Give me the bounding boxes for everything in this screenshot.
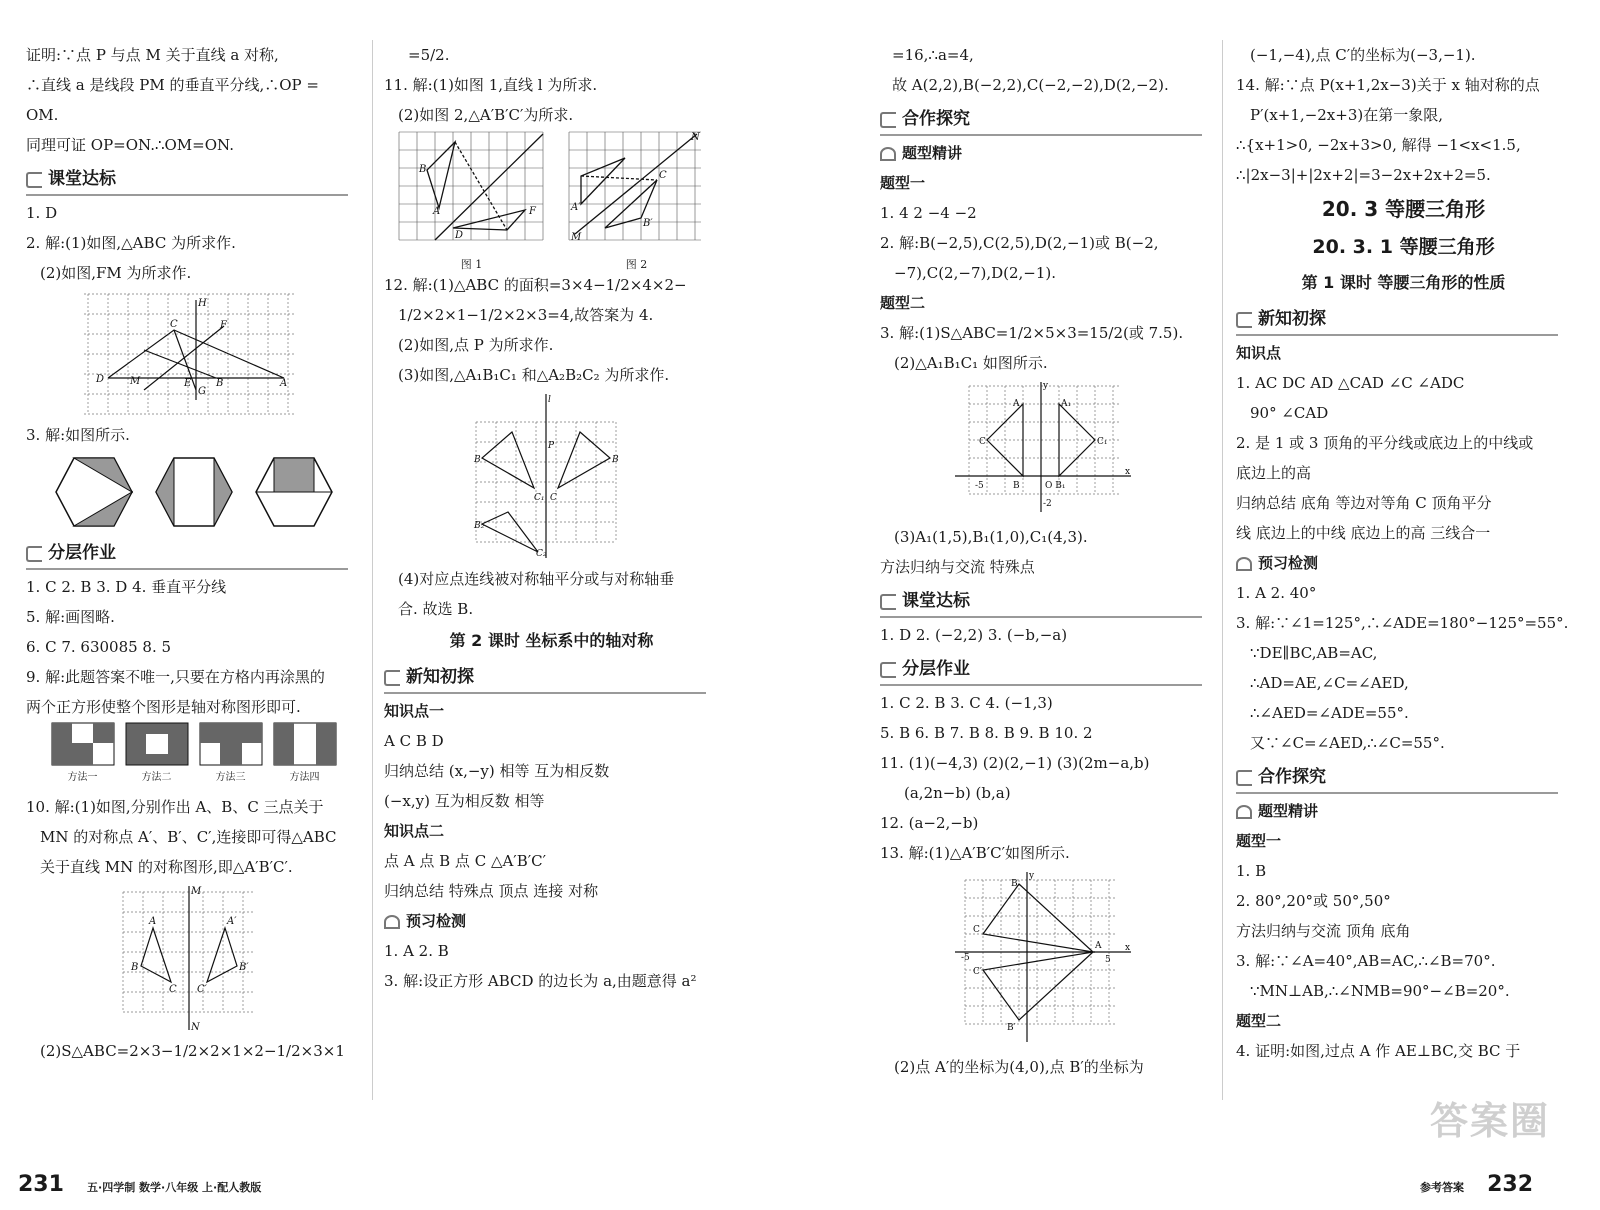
svg-text:l: l [547, 395, 551, 405]
text-line: 1. D [26, 204, 58, 222]
text-line: 证明:∵点 P 与点 M 关于直线 a 对称, [26, 46, 279, 64]
text-line: 14. 解:∵点 P(x+1,2x−3)关于 x 轴对称的点 [1236, 76, 1540, 94]
page-number: 231 [18, 1172, 64, 1197]
svg-text:A₁: A₁ [1061, 399, 1072, 409]
svg-text:B₂: B₂ [473, 521, 484, 531]
svg-text:F: F [528, 206, 536, 217]
svg-text:C: C [169, 319, 178, 330]
text-line: (4)对应点连线被对称轴平分或与对称轴垂 [398, 570, 675, 588]
text-line: 1. D 2. (−2,2) 3. (−b,−a) [880, 626, 1068, 644]
book-icon [26, 172, 42, 188]
figure-coordinate-a1b1c1 [955, 380, 1135, 520]
section-heading: 新知初探 [1236, 304, 1558, 336]
section-title: 20. 3. 1 等腰三角形 [1312, 236, 1495, 258]
svg-text:C: C [973, 925, 980, 935]
text-line: ∴AD=AE,∠C=∠AED, [1250, 674, 1409, 692]
text-line: 1/2×2×1−1/2×2×3=4,故答案为 4. [398, 306, 654, 324]
fangfa-option: 方法四 [273, 722, 337, 792]
text-line: (−x,y) 互为相反数 相等 [384, 792, 545, 810]
text-line: 1. A 2. 40° [1236, 584, 1317, 602]
figure-2: A′ C B′ M N 图 2 [570, 132, 700, 271]
svg-text:M: M [129, 376, 140, 387]
text-line: 又∵∠C=∠AED,∴∠C=55°. [1250, 734, 1445, 752]
svg-text:C₁: C₁ [533, 493, 544, 503]
svg-text:C: C [549, 493, 557, 503]
svg-text:H: H [197, 298, 207, 309]
text-line: 1. C 2. B 3. C 4. (−1,3) [880, 694, 1053, 712]
svg-text:D: D [454, 230, 463, 241]
svg-text:C₁: C₁ [1097, 437, 1108, 447]
svg-text:-5: -5 [975, 481, 984, 491]
text-line: 3. 解:如图所示. [26, 426, 130, 444]
svg-text:M: M [190, 886, 201, 897]
pen-icon [1236, 805, 1252, 819]
column-2 [384, 40, 719, 996]
text-line: 12. 解:(1)△ABC 的面积=3×4−1/2×4×2− [384, 276, 687, 294]
section-heading: 课堂达标 [880, 586, 1202, 618]
fangfa-option: 方法二 [125, 722, 189, 792]
pen-icon [1236, 557, 1252, 571]
text-line: 6. C 7. 630085 8. 5 [26, 638, 172, 656]
chapter-heading: 20. 3 等腰三角形 [1321, 197, 1486, 221]
text-line: ∵MN⊥AB,∴∠NMB=90°−∠B=20°. [1250, 982, 1510, 1000]
text-line: 90° ∠CAD [1250, 404, 1329, 422]
text-line: 9. 解:此题答案不唯一,只要在方格内再涂黑的 [26, 668, 325, 686]
svg-text:x: x [1125, 467, 1131, 477]
svg-text:O B₁: O B₁ [1045, 481, 1066, 491]
text-line: 方法归纳与交流 特殊点 [880, 558, 1035, 576]
book-icon [1236, 312, 1252, 328]
footer-left [18, 1172, 261, 1197]
text-line: 11. 解:(1)如图 1,直线 l 为所求. [384, 76, 598, 94]
svg-text:B′: B′ [1007, 1023, 1016, 1033]
text-line: 底边上的高 [1236, 464, 1312, 482]
text-line: 同理可证 OP=ON.∴OM=ON. [26, 136, 234, 154]
section-heading: 合作探究 [880, 104, 1202, 136]
footer-text: 参考答案 [1420, 1181, 1464, 1194]
text-line: 1. AC DC AD △CAD ∠C ∠ADC [1236, 374, 1465, 392]
pen-icon [880, 147, 896, 161]
text-line: (2)△A₁B₁C₁ 如图所示. [894, 354, 1048, 372]
text-line: 3. 解:设正方形 ABCD 的边长为 a,由题意得 a² [384, 972, 697, 990]
text-line: (2)S△ABC=2×3−1/2×2×1×2−1/2×3×1 [40, 1042, 345, 1060]
fangfa-option: 方法三 [199, 722, 263, 792]
text-line: 合. 故选 B. [398, 600, 474, 618]
figure-row-1-2 [384, 130, 719, 270]
svg-text:A: A [1013, 399, 1020, 409]
subsection-heading: 预习检测 [1236, 548, 1571, 578]
page-number: 232 [1487, 1172, 1534, 1197]
text-line: 11. (1)(−4,3) (2)(2,−1) (3)(2m−a,b) [880, 754, 1150, 772]
fangfa-figures [26, 722, 361, 792]
text-line: (2)如图,点 P 为所求作. [398, 336, 554, 354]
watermark-logo: 答案圈 [1430, 1099, 1551, 1143]
text-line: 归纳总结 特殊点 顶点 连接 对称 [384, 882, 599, 900]
figure-grid-a1b1c1 [472, 392, 632, 562]
svg-text:C: C [979, 437, 986, 447]
text-line: 1. B [1236, 862, 1267, 880]
text-line: (−1,−4),点 C′的坐标为(−3,−1). [1250, 46, 1476, 64]
svg-text:A′: A′ [226, 916, 236, 927]
section-heading: 合作探究 [1236, 762, 1558, 794]
text-line: 题型一 [1236, 832, 1282, 850]
text-line: 故 A(2,2),B(−2,2),C(−2,−2),D(2,−2). [892, 76, 1169, 94]
text-line: =5/2. [408, 46, 450, 64]
svg-text:A: A [148, 916, 156, 927]
svg-text:A′: A′ [570, 202, 580, 213]
section-heading: 分层作业 [26, 538, 348, 570]
column-3 [880, 40, 1210, 1082]
svg-text:-5: -5 [961, 953, 970, 963]
hexagon-figures [26, 450, 361, 534]
text-line: 12. (a−2,−b) [880, 814, 979, 832]
svg-text:P: P [547, 441, 554, 451]
svg-text:B: B [418, 164, 426, 175]
section-heading: 课堂达标 [26, 164, 348, 196]
svg-text:N: N [190, 1022, 200, 1033]
svg-text:C′: C′ [196, 984, 207, 995]
text-line: ∴∠AED=∠ADE=55°. [1250, 704, 1409, 722]
lesson-heading: 第 2 课时 坐标系中的轴对称 [449, 631, 654, 650]
figure-coordinate-abc-prime [955, 870, 1135, 1050]
book-icon [880, 594, 896, 610]
text-line: 3. 解:∵∠1=125°,∴∠ADE=180°−125°=55°. [1236, 614, 1569, 632]
text-line: −7),C(2,−7),D(2,−1). [894, 264, 1057, 282]
text-line: 5. B 6. B 7. B 8. B 9. B 10. 2 [880, 724, 1093, 742]
figure-1: B A F D 图 1 [397, 130, 547, 270]
text-line: 题型二 [880, 294, 926, 312]
text-line: (3)A₁(1,5),B₁(1,0),C₁(4,3). [894, 528, 1088, 546]
svg-text:M: M [570, 232, 581, 243]
hexagon-figure [254, 454, 334, 530]
svg-text:y: y [1043, 381, 1049, 391]
svg-text:C: C [658, 170, 667, 181]
text-line: 归纳总结 (x,−y) 相等 互为相反数 [384, 762, 610, 780]
text-line: (3)如图,△A₁B₁C₁ 和△A₂B₂C₂ 为所求作. [398, 366, 670, 384]
svg-text:G: G [197, 386, 206, 397]
text-line: 点 A 点 B 点 C △A′B′C′ [384, 852, 547, 870]
svg-text:B: B [1011, 879, 1018, 889]
column-1 [26, 40, 361, 1066]
text-line: 知识点二 [384, 822, 445, 840]
text-line: 2. 解:B(−2,5),C(2,5),D(2,−1)或 B(−2, [880, 234, 1159, 252]
svg-text:5: 5 [1105, 955, 1111, 965]
text-line: 题型二 [1236, 1012, 1282, 1030]
text-line: ∵DE∥BC,AB=AC, [1250, 644, 1378, 662]
svg-text:B: B [1013, 481, 1020, 491]
svg-text:C₂: C₂ [535, 549, 546, 559]
svg-text:B′: B′ [642, 218, 653, 229]
svg-text:A: A [279, 378, 287, 389]
section-heading: 分层作业 [880, 654, 1202, 686]
pen-icon [384, 915, 400, 929]
text-line: (2)如图 2,△A′B′C′为所求. [398, 106, 574, 124]
text-line: MN 的对称点 A′、B′、C′,连接即可得△ABC [40, 828, 337, 846]
section-heading: 新知初探 [384, 662, 706, 694]
svg-text:x: x [1125, 943, 1131, 953]
hexagon-figure [154, 454, 234, 530]
text-line: 5. 解:画图略. [26, 608, 115, 626]
subsection-heading: 预习检测 [384, 906, 719, 936]
svg-text:B: B [215, 378, 223, 389]
text-line: 2. 解:(1)如图,△ABC 为所求作. [26, 234, 236, 252]
svg-text:B: B [611, 455, 619, 465]
hexagon-figure [54, 454, 134, 530]
svg-text:A: A [432, 206, 440, 217]
text-line: 1. C 2. B 3. D 4. 垂直平分线 [26, 578, 227, 596]
fangfa-option: 方法一 [51, 722, 115, 792]
text-line: 题型一 [880, 174, 926, 192]
text-line: 知识点 [1236, 344, 1282, 362]
svg-text:-2: -2 [1043, 499, 1052, 509]
text-line: 13. 解:(1)△A′B′C′如图所示. [880, 844, 1070, 862]
text-line: 4. 证明:如图,过点 A 作 AE⊥BC,交 BC 于 [1236, 1042, 1521, 1060]
svg-text:F: F [219, 320, 227, 331]
footer-right [1420, 1172, 1533, 1197]
text-line: A C B D [384, 732, 444, 750]
text-line: (2)点 A′的坐标为(4,0),点 B′的坐标为 [894, 1058, 1144, 1076]
svg-text:D: D [95, 374, 104, 385]
text-line: 1. A 2. B [384, 942, 449, 960]
text-line: ∴|2x−3|+|2x+2|=3−2x+2x+2=5. [1236, 166, 1491, 184]
text-line: P′(x+1,−2x+3)在第一象限, [1250, 106, 1443, 124]
book-icon [1236, 770, 1252, 786]
svg-text:B: B [473, 455, 481, 465]
figure-grid-mn [119, 884, 269, 1034]
text-line: 10. 解:(1)如图,分别作出 A、B、C 三点关于 [26, 798, 324, 816]
text-line: =16,∴a=4, [892, 46, 974, 64]
text-line: 归纳总结 底角 等边对等角 C 顶角平分 [1236, 494, 1492, 512]
text-line: 关于直线 MN 的对称图形,即△A′B′C′. [40, 858, 293, 876]
subsection-heading: 题型精讲 [1236, 796, 1571, 826]
svg-text:B: B [130, 962, 138, 973]
book-icon [384, 670, 400, 686]
text-line: 3. 解:∵∠A=40°,AB=AC,∴∠B=70°. [1236, 952, 1496, 970]
svg-text:B′: B′ [238, 962, 249, 973]
figure-grid-abc [84, 290, 304, 418]
book-icon [880, 662, 896, 678]
footer-text: 五·四学制 数学·八年级 上·配人教版 [87, 1181, 262, 1194]
book-icon [26, 546, 42, 562]
text-line: 知识点一 [384, 702, 445, 720]
svg-text:y: y [1029, 871, 1035, 881]
text-line: 3. 解:(1)S△ABC=1/2×5×3=15/2(或 7.5). [880, 324, 1184, 342]
book-icon [880, 112, 896, 128]
svg-text:E: E [183, 378, 191, 389]
text-line: 两个正方形使整个图形是轴对称图形即可. [26, 698, 301, 716]
svg-text:C′: C′ [973, 967, 982, 977]
text-line: ∴直线 a 是线段 PM 的垂直平分线,∴OP = [26, 76, 319, 94]
text-line: (a,2n−b) (b,a) [904, 784, 1011, 802]
column-4 [1236, 40, 1571, 1066]
text-line: OM. [26, 106, 59, 124]
text-line: ∴{x+1>0, −2x+3>0, 解得 −1<x<1.5, [1236, 136, 1521, 154]
lesson-heading: 第 1 课时 等腰三角形的性质 [1301, 273, 1506, 292]
svg-text:A: A [1095, 941, 1102, 951]
svg-text:C: C [168, 984, 177, 995]
text-line: 2. 80°,20°或 50°,50° [1236, 892, 1391, 910]
text-line: (2)如图,FM 为所求作. [40, 264, 192, 282]
text-line: 方法归纳与交流 顶角 底角 [1236, 922, 1411, 940]
text-line: 1. 4 2 −4 −2 [880, 204, 977, 222]
subsection-heading: 题型精讲 [880, 138, 1210, 168]
text-line: 2. 是 1 或 3 顶角的平分线或底边上的中线或 [1236, 434, 1534, 452]
text-line: 线 底边上的中线 底边上的高 三线合一 [1236, 524, 1491, 542]
svg-text:N: N [690, 132, 700, 143]
